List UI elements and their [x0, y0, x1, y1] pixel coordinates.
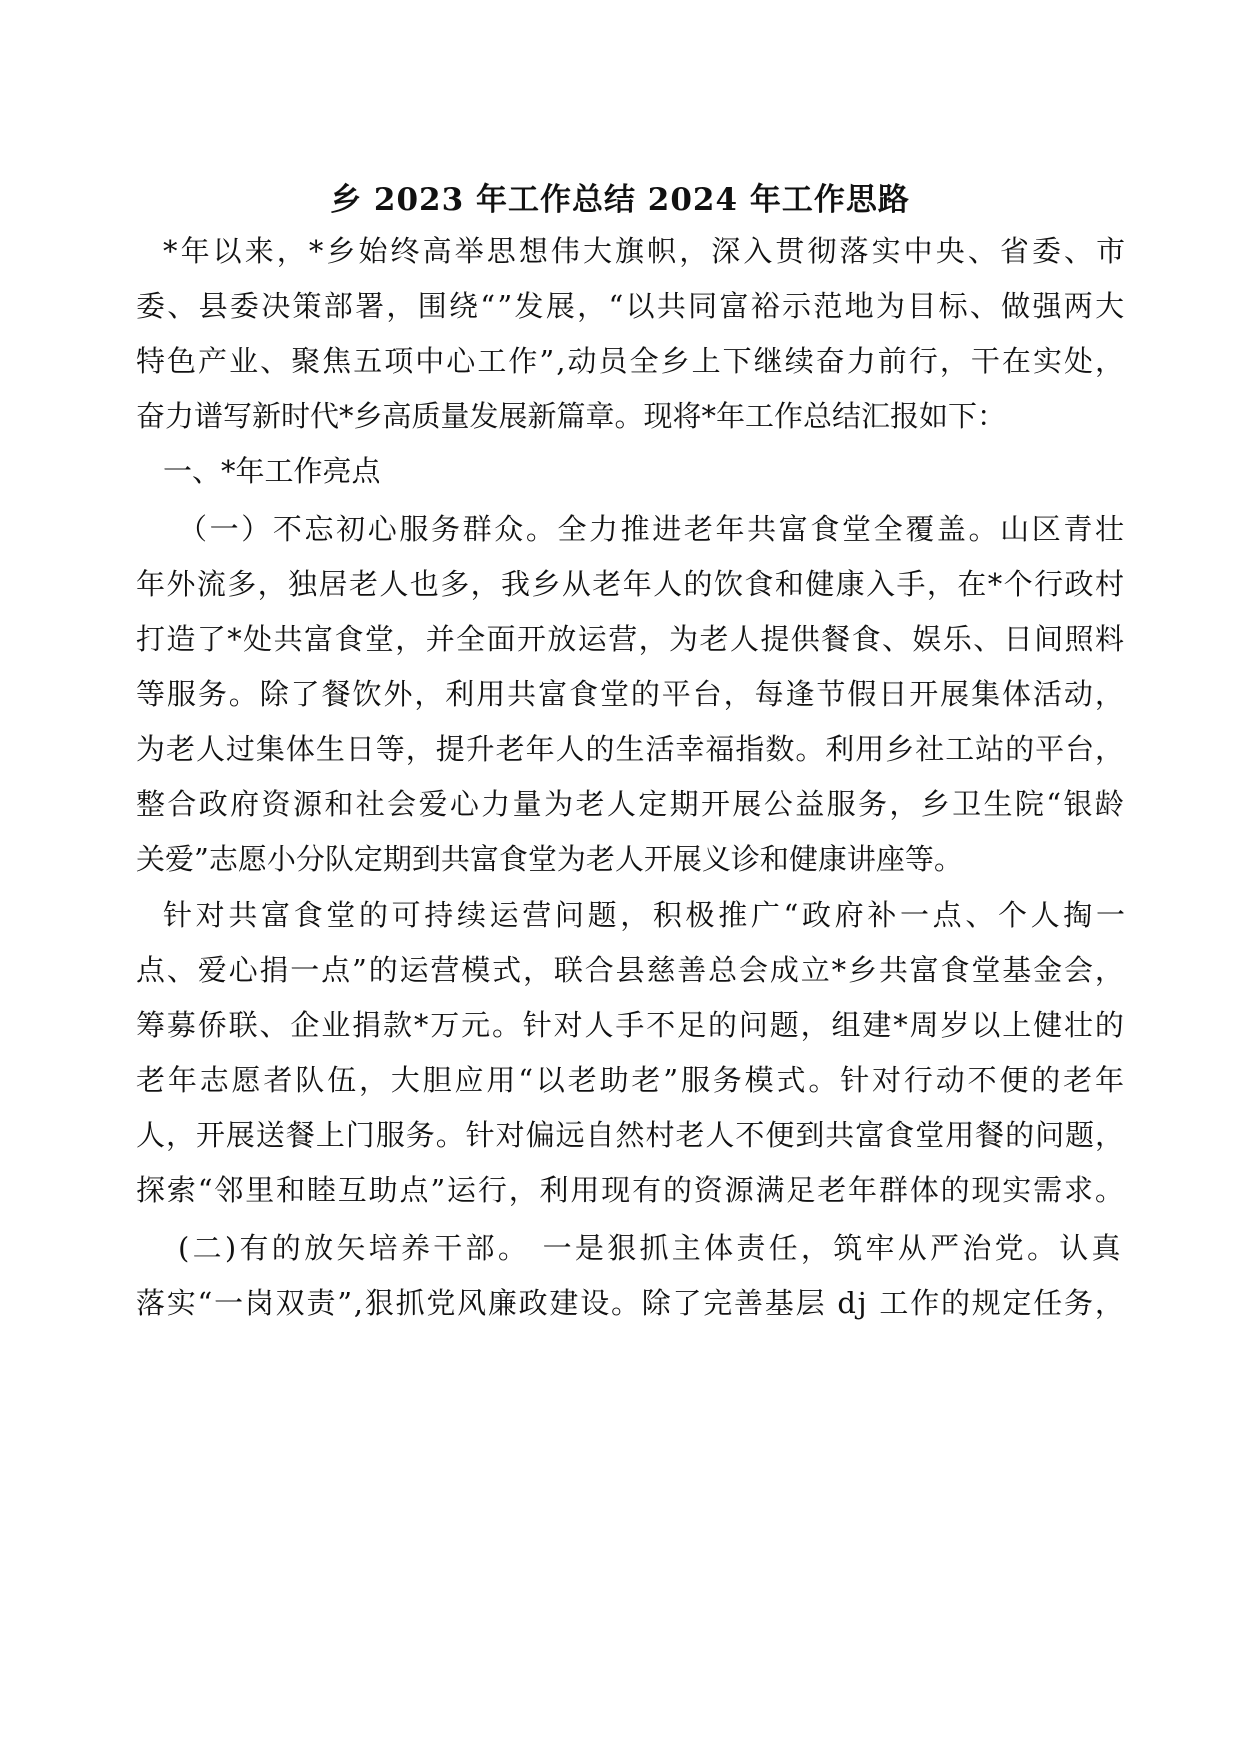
paragraph-line [178, 507, 1240, 551]
paragraph-line [136, 1003, 1240, 1047]
paragraph-line [136, 562, 1240, 606]
paragraph-line-text: 委、县委决策部署，围绕“”发展，“以共同富裕示范地为目标、做强两大 [136, 289, 1127, 323]
paragraph-line [178, 1226, 1240, 1270]
paragraph-line-text: (二)有的放矢培养干部。 一是狠抓主体责任，筑牢从严治党。认真 [178, 1231, 1124, 1265]
paragraph-line-text: 为老人过集体生日等，提升老年人的生活幸福指数。利用乡社工站的平台， [136, 732, 1126, 766]
document-title: 乡 2023 年工作总结 2024 年工作思路 [330, 182, 910, 218]
paragraph-line [163, 893, 1240, 937]
paragraph-line-text: *年以来，*乡始终高举思想伟大旗帜，深入贯彻落实中央、省委、市 [163, 234, 1129, 268]
paragraph-line-text: 探索“邻里和睦互助点”运行，利用现有的资源满足老年群体的现实需求。 [136, 1173, 1126, 1207]
paragraph-line [136, 672, 1240, 716]
paragraph-line [136, 1058, 1240, 1102]
paragraph-line [136, 339, 1240, 383]
paragraph-line [136, 782, 1240, 826]
paragraph-line [163, 449, 1240, 493]
paragraph-line [163, 229, 1240, 273]
paragraph-line-text: 一、*年工作亮点 [163, 454, 381, 488]
paragraph-line [136, 1281, 1240, 1325]
paragraph-line [136, 727, 1240, 771]
paragraph-line [136, 617, 1240, 661]
paragraph-line-text: 关爱”志愿小分队定期到共富食堂为老人开展义诊和健康讲座等。 [136, 842, 963, 876]
paragraph-line [136, 948, 1240, 992]
paragraph-line-text: 奋力谱写新时代*乡高质量发展新篇章。现将*年工作总结汇报如下： [136, 399, 1007, 433]
paragraph-line-text: 整合政府资源和社会爱心力量为老人定期开展公益服务，乡卫生院“银龄 [136, 787, 1127, 821]
paragraph-line-text: 针对共富食堂的可持续运营问题，积极推广“政府补一点、个人掏一 [163, 898, 1129, 932]
paragraph-line [136, 837, 1240, 881]
paragraph-line-text: 等服务。除了餐饮外，利用共富食堂的平台，每逢节假日开展集体活动， [136, 677, 1126, 711]
paragraph-line [136, 1113, 1240, 1157]
paragraph-line [136, 1168, 1240, 1212]
paragraph-line-text: 筹募侨联、企业捐款*万元。针对人手不足的问题，组建*周岁以上健壮的 [136, 1008, 1126, 1042]
paragraph-line-text: 打造了*处共富食堂，并全面开放运营，为老人提供餐食、娱乐、日间照料 [136, 622, 1126, 656]
paragraph-line-text: 人，开展送餐上门服务。针对偏远自然村老人不便到共富食堂用餐的问题， [136, 1118, 1126, 1152]
paragraph-line-text: 老年志愿者队伍，大胆应用“以老助老”服务模式。针对行动不便的老年 [136, 1063, 1127, 1097]
paragraph-line-text: （一）不忘初心服务群众。全力推进老年共富食堂全覆盖。山区青壮 [178, 512, 1127, 546]
paragraph-line-text: 年外流多，独居老人也多，我乡从老年人的饮食和健康入手，在*个行政村 [136, 567, 1126, 601]
paragraph-line-text: 点、爱心捐一点”的运营模式，联合县慈善总会成立*乡共富食堂基金会， [136, 953, 1126, 987]
paragraph-line-text: 特色产业、聚焦五项中心工作”,动员全乡上下继续奋力前行，干在实处， [136, 344, 1127, 378]
paragraph-line-text: 落实“一岗双责”,狠抓党风廉政建设。除了完善基层 dj 工作的规定任务， [136, 1286, 1126, 1320]
paragraph-line [136, 284, 1240, 328]
paragraph-line [136, 394, 1240, 438]
